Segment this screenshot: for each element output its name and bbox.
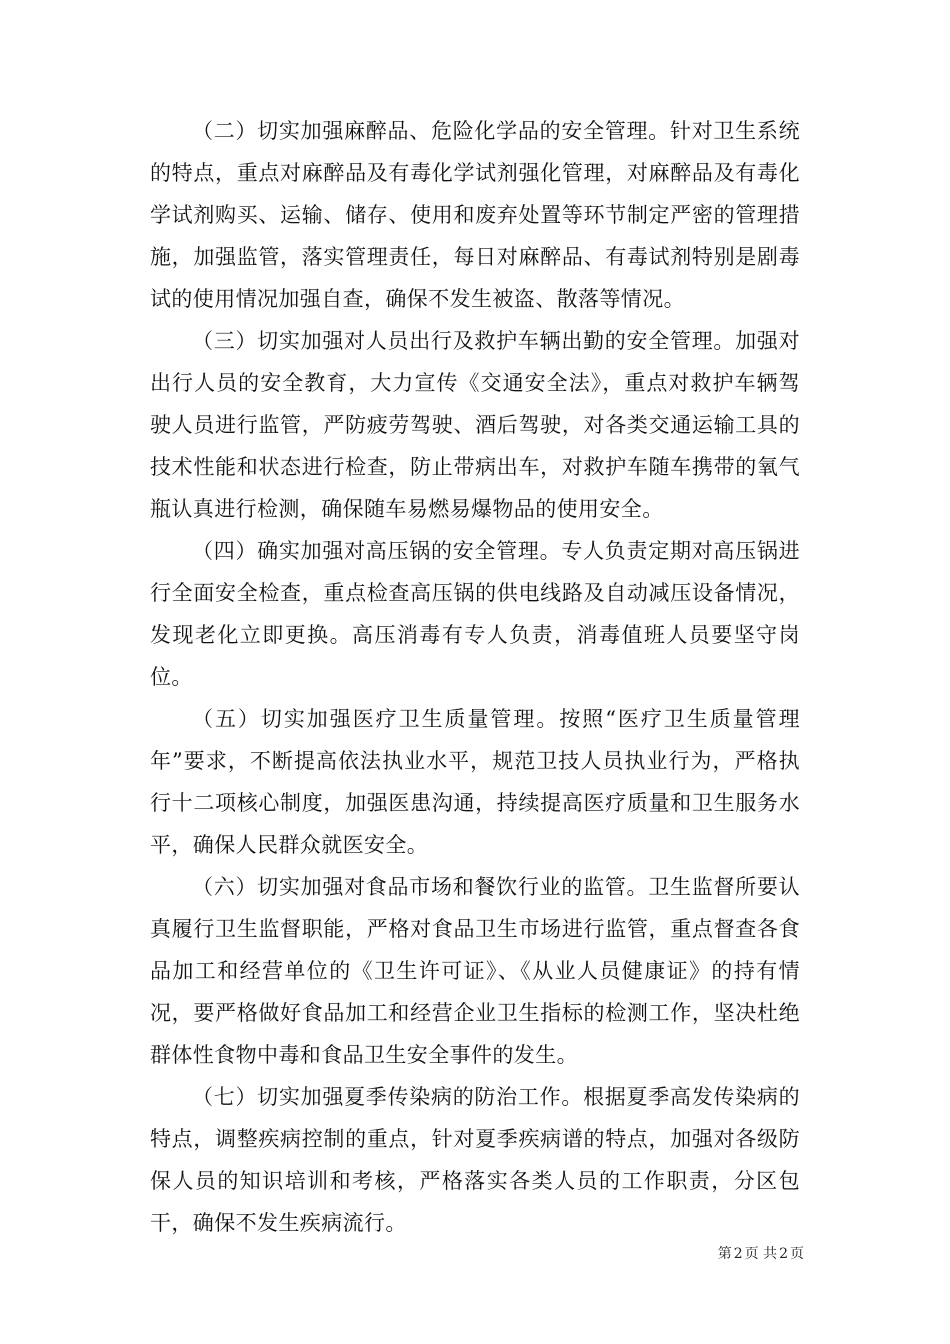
paragraph-section-3: （三）切实加强对人员出行及救护车辆出勤的安全管理。加强对出行人员的安全教育，大力宣传《交通安全法》，重点对救护车辆驾驶人员进行监管，严防疲劳驾驶、酒后驾驶，对各类交通运输工具的技术性能和状态进行检查，防止带病出车，对救护车随车携带的氧气瓶认真进行检测，确保随车易燃易爆物品的使用安全。 (150, 329, 800, 521)
paragraph-section-7: （七）切实加强夏季传染病的防治工作。根据夏季高发传染病的特点，调整疾病控制的重点，针对夏季疾病谱的特点，加强对各级防保人员的知识培训和考核，严格落实各类人员的工作职责，分区包干，确保不发生疾病流行。 (150, 1085, 800, 1235)
paragraph-section-2: （二）切实加强麻醉品、危险化学品的安全管理。针对卫生系统的特点，重点对麻醉品及有毒化学试剂强化管理，对麻醉品及有毒化学试剂购买、运输、储存、使用和废弃处置等环节制定严密的管理措施，加强监管，落实管理责任，每日对麻醉品、有毒试剂特别是剧毒试的使用情况加强自查，确保不发生被盗、散落等情况。 (150, 119, 800, 311)
document-body (150, 110, 800, 1244)
current-page-number: 2 (733, 1246, 743, 1262)
paragraph-section-5: （五）切实加强医疗卫生质量管理。按照“医疗卫生质量管理年”要求，不断提高依法执业水平，规范卫技人员执业行为，严格执行十二项核心制度，加强医患沟通，持续提高医疗质量和卫生服务水平，确保人民群众就医安全。 (150, 707, 800, 857)
page-number-footer (718, 1244, 804, 1264)
total-pages-number: 2 (779, 1246, 788, 1262)
paragraph-section-6: （六）切实加强对食品市场和餐饮行业的监管。卫生监督所要认真履行卫生监督职能，严格对食品卫生市场进行监管，重点督查各食品加工和经营单位的《卫生许可证》、《从业人员健康证》的持有情况，要严格做好食品加工和经营企业卫生指标的检测工作，坚决杜绝群体性食物中毒和食品卫生安全事件的发生。 (150, 875, 800, 1067)
page-label-middle: 页 共 (744, 1246, 778, 1262)
page-label-suffix: 页 (790, 1246, 804, 1262)
page-label-prefix: 第 (717, 1246, 732, 1262)
paragraph-section-4: （四）确实加强对高压锅的安全管理。专人负责定期对高压锅进行全面安全检查，重点检查高压锅的供电线路及自动减压设备情况，发现老化立即更换。高压消毒有专人负责，消毒值班人员要坚守岗位。 (150, 539, 800, 689)
